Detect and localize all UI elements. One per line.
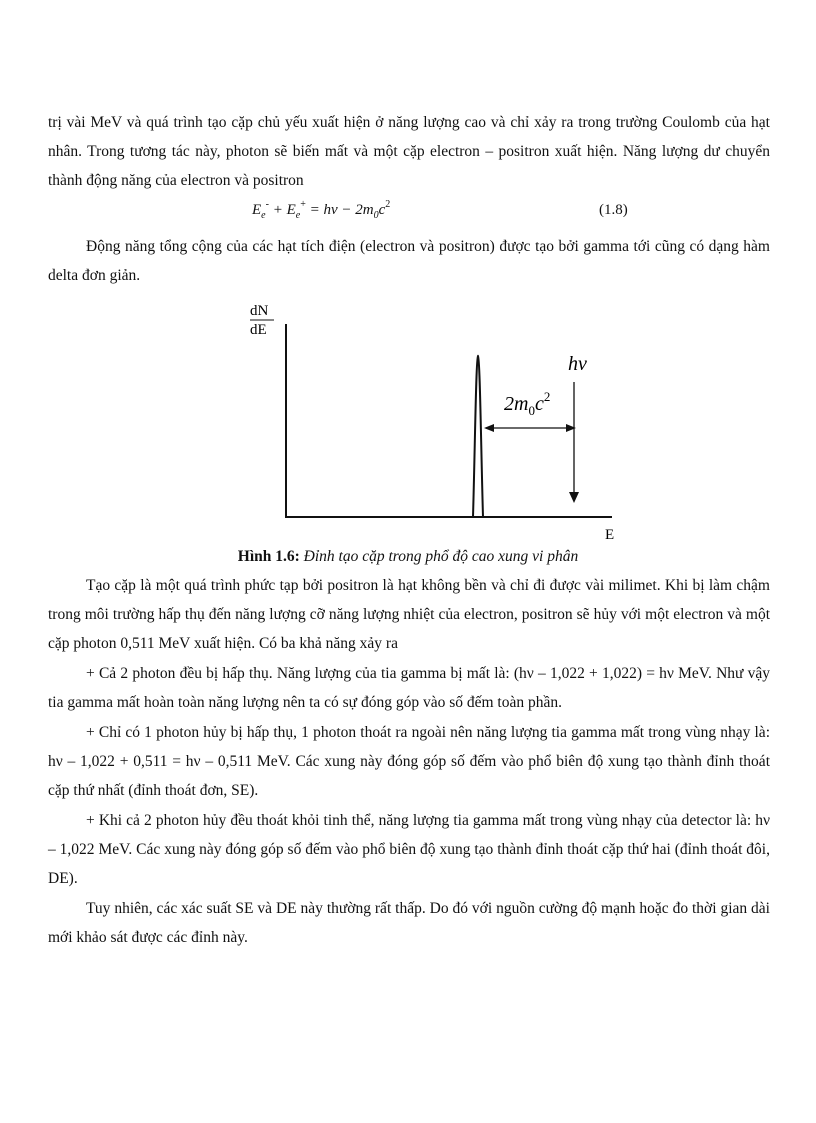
pair-peak-line bbox=[473, 356, 483, 517]
h-nu-label: hν bbox=[568, 353, 587, 375]
caption-label: Hình 1.6: bbox=[237, 548, 300, 565]
paragraph-double-escape: + Khi cả 2 photon hủy đều thoát khỏi tinh thể, năng lượng tia gamma mất trong vùng nhạy của detector là: hν – 1,022 MeV. Các xung này đóng góp số đếm vào phổ biên độ xung tạo thành đỉnh thoát cặp thứ hai (đỉnh thoát đôi, DE). bbox=[48, 812, 770, 887]
figure-pair-peak-chart bbox=[230, 298, 630, 546]
x-axis-label: E bbox=[605, 527, 615, 543]
h-nu-arrow-head bbox=[569, 492, 579, 503]
y-axis-label-dn: dN bbox=[250, 303, 269, 319]
paragraph-both-absorbed: + Cả 2 photon đều bị hấp thụ. Năng lượng của tia gamma bị mất là: (hν – 1,022 + 1,022) = hν MeV. Như vậy tia gamma mất hoàn toàn năng lượng nên ta có sự đóng góp vào số đếm toàn phần. bbox=[48, 665, 770, 711]
gap-label: $2m_0c^2$ bbox=[504, 389, 551, 418]
caption-text: Đỉnh tạo cặp trong phổ độ cao xung vi phân bbox=[299, 548, 579, 565]
equation-formula: $E_e^- + E_e^+ = h\nu - 2m_0c^2$ bbox=[252, 199, 391, 221]
paragraph-kinetic-energy: Động năng tổng cộng của các hạt tích điện (electron và positron) được tạo bởi gamma tới cũng có dạng hàm delta đơn giản. bbox=[48, 238, 770, 284]
gap-arrow-head-left bbox=[484, 424, 494, 432]
paragraph-pair-production-intro: trị vài MeV và quá trình tạo cặp chủ yếu xuất hiện ở năng lượng cao và chỉ xảy ra trong trường Coulomb của hạt nhân. Trong tương tác này, photon sẽ biến mất và một cặp electron – positron xuất hiện. Năng lượng dư chuyển thành động năng của electron và positron bbox=[48, 114, 770, 189]
paragraph-single-escape: + Chỉ có 1 photon hủy bị hấp thụ, 1 photon thoát ra ngoài nên năng lượng tia gamma mất trong vùng nhạy là: hν – 1,022 + 0,511 = hν – 0,511 MeV. Các xung này đóng góp số đếm vào phổ biên độ xung tạo thành đỉnh thoát cặp thứ nhất (đỉnh thoát đơn, SE). bbox=[48, 724, 770, 799]
y-axis-label-de: dE bbox=[250, 322, 267, 338]
equation-1-8 bbox=[0, 196, 816, 228]
paragraph-conclusion: Tuy nhiên, các xác suất SE và DE này thường rất thấp. Do đó với nguồn cường độ mạnh hoặc đo thời gian dài mới khảo sát được các đỉnh này. bbox=[48, 900, 770, 946]
paragraph-annihilation: Tạo cặp là một quá trình phức tạp bởi positron là hạt không bền và chỉ đi được vài milimet. Khi bị làm chậm trong môi trường hấp thụ đến năng lượng cỡ năng lượng nhiệt của electron, positron sẽ hủy với một electron và một cặp photon 0,511 MeV xuất hiện. Có ba khả năng xảy ra bbox=[48, 577, 770, 652]
equation-number: (1.8) bbox=[599, 202, 628, 218]
figure-caption bbox=[0, 548, 816, 566]
